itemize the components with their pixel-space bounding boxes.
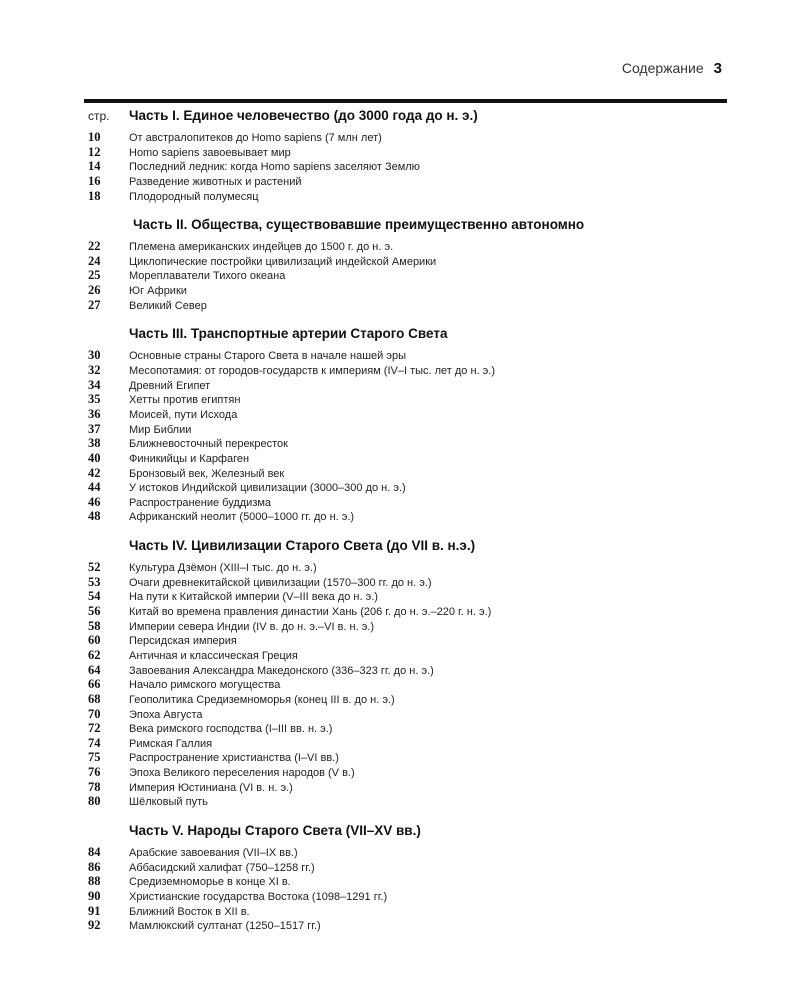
- toc-entry[interactable]: [88, 363, 728, 378]
- toc-entry[interactable]: [88, 268, 728, 283]
- toc-entry[interactable]: [88, 633, 728, 648]
- entry-page-number: 84: [88, 844, 101, 859]
- toc-entry[interactable]: [88, 780, 728, 795]
- entry-title[interactable]: Мамлюкский султанат (1250–1517 гг.): [129, 920, 321, 933]
- entry-title[interactable]: Средиземноморье в конце XI в.: [129, 876, 291, 889]
- toc-entry[interactable]: [88, 860, 728, 875]
- entry-title[interactable]: Финикийцы и Карфаген: [129, 452, 250, 465]
- entry-page-number: 22: [88, 239, 101, 254]
- entry-title[interactable]: Разведение животных и растений: [129, 175, 302, 188]
- toc-entry[interactable]: [88, 904, 728, 919]
- toc-entry[interactable]: [88, 298, 728, 313]
- entry-title[interactable]: Распространение буддизма: [129, 496, 272, 509]
- entry-title[interactable]: Циклопические постройки цивилизаций индейской Америки: [129, 255, 437, 268]
- entry-title[interactable]: Великий Север: [129, 299, 207, 312]
- toc-entry[interactable]: [88, 348, 728, 363]
- entry-title[interactable]: Распространение христианства (I–VI вв.): [129, 752, 339, 765]
- entry-title[interactable]: Мореплаватели Тихого океана: [129, 270, 286, 283]
- str-label: стр.: [88, 109, 110, 123]
- entry-title[interactable]: На пути к Китайской империи (V–III века до н. э.): [129, 591, 378, 604]
- entry-page-number: 24: [88, 253, 101, 268]
- entry-page-number: 62: [88, 647, 101, 662]
- entry-title[interactable]: Хетты против египтян: [129, 394, 241, 407]
- entry-page-number: 27: [88, 297, 101, 312]
- entry-page-number: 46: [88, 494, 101, 509]
- entry-title[interactable]: Древний Египет: [129, 379, 211, 392]
- toc-entry[interactable]: [88, 619, 728, 634]
- section-heading: [88, 217, 728, 239]
- entry-page-number: 10: [88, 130, 101, 144]
- section-heading: [88, 326, 728, 348]
- section-heading: [88, 823, 728, 845]
- entry-title[interactable]: У истоков Индийской цивилизации (3000–300 до н. э.): [129, 482, 406, 495]
- toc-entry[interactable]: [88, 845, 728, 860]
- entry-title[interactable]: Месопотамия: от городов-государств к империям (IV–I тыс. лет до н. э.): [129, 365, 496, 378]
- table-of-contents: [88, 108, 728, 933]
- entry-title[interactable]: Племена американских индейцев до 1500 г. до н. э.: [129, 241, 394, 254]
- section-heading: [88, 538, 728, 560]
- toc-entry[interactable]: [88, 750, 728, 765]
- page-header: [622, 60, 722, 77]
- section-title[interactable]: Часть IV. Цивилизации Старого Света (до VII в. н.э.): [129, 538, 476, 554]
- entry-page-number: 35: [88, 392, 101, 407]
- toc-entry[interactable]: [88, 174, 728, 189]
- entry-page-number: 38: [88, 436, 101, 451]
- toc-entry[interactable]: [88, 239, 728, 254]
- toc-entry[interactable]: [88, 604, 728, 619]
- entry-page-number: 56: [88, 604, 101, 619]
- entry-title[interactable]: Юг Африки: [129, 285, 187, 298]
- toc-entry[interactable]: [88, 765, 728, 780]
- entry-page-number: 52: [88, 560, 101, 575]
- toc-entry[interactable]: [88, 509, 728, 524]
- header-rule: [84, 99, 727, 103]
- entry-title[interactable]: Эпоха Августа: [129, 708, 203, 721]
- toc-entry[interactable]: [88, 589, 728, 604]
- entry-page-number: 72: [88, 721, 101, 736]
- entry-page-number: 44: [88, 480, 101, 495]
- entry-title[interactable]: Культура Дзёмон (XIII–I тыс. до н. э.): [129, 562, 317, 575]
- entry-page-number: 32: [88, 363, 101, 378]
- toc-entry[interactable]: [88, 254, 728, 269]
- entry-page-number: 88: [88, 874, 101, 889]
- toc-entry[interactable]: [88, 480, 728, 495]
- toc-entry[interactable]: [88, 677, 728, 692]
- entry-title[interactable]: Основные страны Старого Света в начале нашей эры: [129, 350, 406, 363]
- entry-page-number: 78: [88, 779, 101, 794]
- toc-entry[interactable]: [88, 874, 728, 889]
- entry-title[interactable]: Моисей, пути Исхода: [129, 408, 238, 421]
- toc-entry[interactable]: [88, 422, 728, 437]
- entry-page-number: 66: [88, 677, 101, 692]
- entry-title[interactable]: Китай во времена правления династии Хань (206 г. до н. э.–220 г. н. э.): [129, 606, 492, 619]
- toc-entry[interactable]: [88, 560, 728, 575]
- toc-entry[interactable]: [88, 392, 728, 407]
- entry-title[interactable]: Римская Галлия: [129, 737, 213, 750]
- entry-page-number: 74: [88, 735, 101, 750]
- entry-page-number: 70: [88, 706, 101, 721]
- section-title[interactable]: Часть II. Общества, существовавшие преимущественно автономно: [133, 217, 585, 233]
- page-number: 3: [713, 60, 722, 77]
- toc-entry[interactable]: [88, 189, 728, 204]
- entry-title[interactable]: Очаги древнекитайской цивилизации (1570–300 гг. до н. э.): [129, 576, 432, 589]
- entry-title[interactable]: Христианские государства Востока (1098–1291 гг.): [129, 890, 388, 903]
- entry-title[interactable]: Мир Библии: [129, 423, 192, 436]
- entry-title[interactable]: Завоевания Александра Македонского (336–323 гг. до н. э.): [129, 664, 434, 677]
- entry-title[interactable]: Персидская империя: [129, 635, 237, 648]
- toc-entry[interactable]: [88, 378, 728, 393]
- toc-entry[interactable]: [88, 692, 728, 707]
- toc-entry[interactable]: [88, 451, 728, 466]
- toc-entry[interactable]: [88, 889, 728, 904]
- entry-title[interactable]: Плодородный полумесяц: [129, 190, 259, 203]
- entry-title[interactable]: Империя Юстиниана (VI в. н. э.): [129, 781, 293, 794]
- entry-title[interactable]: Империи севера Индии (IV в. до н. э.–VI в. н. э.): [129, 620, 375, 633]
- entry-title[interactable]: Шёлковый путь: [129, 796, 208, 809]
- toc-entry[interactable]: [88, 575, 728, 590]
- entry-title[interactable]: Античная и классическая Греция: [129, 649, 298, 662]
- entry-page-number: 68: [88, 691, 101, 706]
- entry-page-number: 60: [88, 633, 101, 648]
- section-title[interactable]: Часть III. Транспортные артерии Старого Света: [129, 326, 448, 342]
- entry-page-number: 25: [88, 268, 101, 283]
- entry-title[interactable]: Арабские завоевания (VII–IX вв.): [129, 846, 298, 859]
- entry-page-number: 37: [88, 421, 101, 436]
- toc-entry[interactable]: [88, 407, 728, 422]
- entry-page-number: 40: [88, 450, 101, 465]
- entry-page-number: 76: [88, 765, 101, 780]
- entry-page-number: 14: [88, 159, 101, 174]
- entry-title[interactable]: Ближневосточный перекресток: [129, 438, 288, 451]
- entry-page-number: 91: [88, 903, 101, 918]
- entry-title[interactable]: Ближний Восток в XII в.: [129, 905, 250, 918]
- toc-entry[interactable]: [88, 159, 728, 174]
- toc-entry[interactable]: [88, 130, 728, 145]
- entry-title[interactable]: Начало римского могущества: [129, 679, 281, 692]
- entry-title[interactable]: От австралопитеков до Homo sapiens (7 млн лет): [129, 132, 382, 144]
- entry-page-number: 75: [88, 750, 101, 765]
- entry-page-number: 80: [88, 794, 101, 809]
- toc-entry[interactable]: [88, 736, 728, 751]
- entry-page-number: 30: [88, 348, 101, 363]
- entry-page-number: 90: [88, 888, 101, 903]
- entry-page-number: 16: [88, 173, 101, 188]
- toc-entry[interactable]: [88, 794, 728, 809]
- toc-entry[interactable]: [88, 918, 728, 933]
- section-title[interactable]: Часть I. Единое человечество (до 3000 года до н. э.): [129, 108, 478, 123]
- entry-title[interactable]: Африканский неолит (5000–1000 гг. до н. э.): [129, 511, 355, 524]
- entry-title[interactable]: Эпоха Великого переселения народов (V в.): [129, 767, 355, 780]
- toc-entry[interactable]: [88, 495, 728, 510]
- toc-entry[interactable]: [88, 436, 728, 451]
- entry-page-number: 92: [88, 918, 101, 933]
- entry-page-number: 34: [88, 377, 101, 392]
- entry-title[interactable]: Homo sapiens завоевывает мир: [129, 146, 291, 159]
- entry-title[interactable]: Аббасидский халифат (750–1258 гг.): [129, 861, 315, 874]
- entry-page-number: 64: [88, 662, 101, 677]
- entry-title[interactable]: Бронзовый век, Железный век: [129, 467, 285, 480]
- entry-title[interactable]: Геополитика Средиземноморья (конец III в. до н. э.): [129, 693, 395, 706]
- entry-page-number: 54: [88, 589, 101, 604]
- entry-page-number: 36: [88, 406, 101, 421]
- toc-entry[interactable]: [88, 663, 728, 678]
- entry-page-number: 48: [88, 509, 101, 524]
- entry-title[interactable]: Века римского господства (I–III вв. н. э.): [129, 723, 333, 736]
- entry-page-number: 18: [88, 188, 101, 203]
- entry-page-number: 53: [88, 574, 101, 589]
- entry-page-number: 58: [88, 618, 101, 633]
- toc-entry[interactable]: [88, 648, 728, 663]
- entry-page-number: 42: [88, 465, 101, 480]
- entry-page-number: 86: [88, 859, 101, 874]
- toc-entry[interactable]: [88, 707, 728, 722]
- section-title[interactable]: Часть V. Народы Старого Света (VII–XV вв.): [129, 822, 421, 838]
- header-title: Содержание: [621, 60, 704, 76]
- toc-entry[interactable]: [88, 145, 728, 160]
- toc-entry[interactable]: [88, 283, 728, 298]
- entry-title[interactable]: Последний ледник: когда Homo sapiens заселяют Землю: [129, 161, 420, 174]
- entry-page-number: 12: [88, 144, 101, 159]
- section-heading: [88, 108, 728, 130]
- entry-page-number: 26: [88, 283, 101, 298]
- toc-entry[interactable]: [88, 466, 728, 481]
- toc-entry[interactable]: [88, 721, 728, 736]
